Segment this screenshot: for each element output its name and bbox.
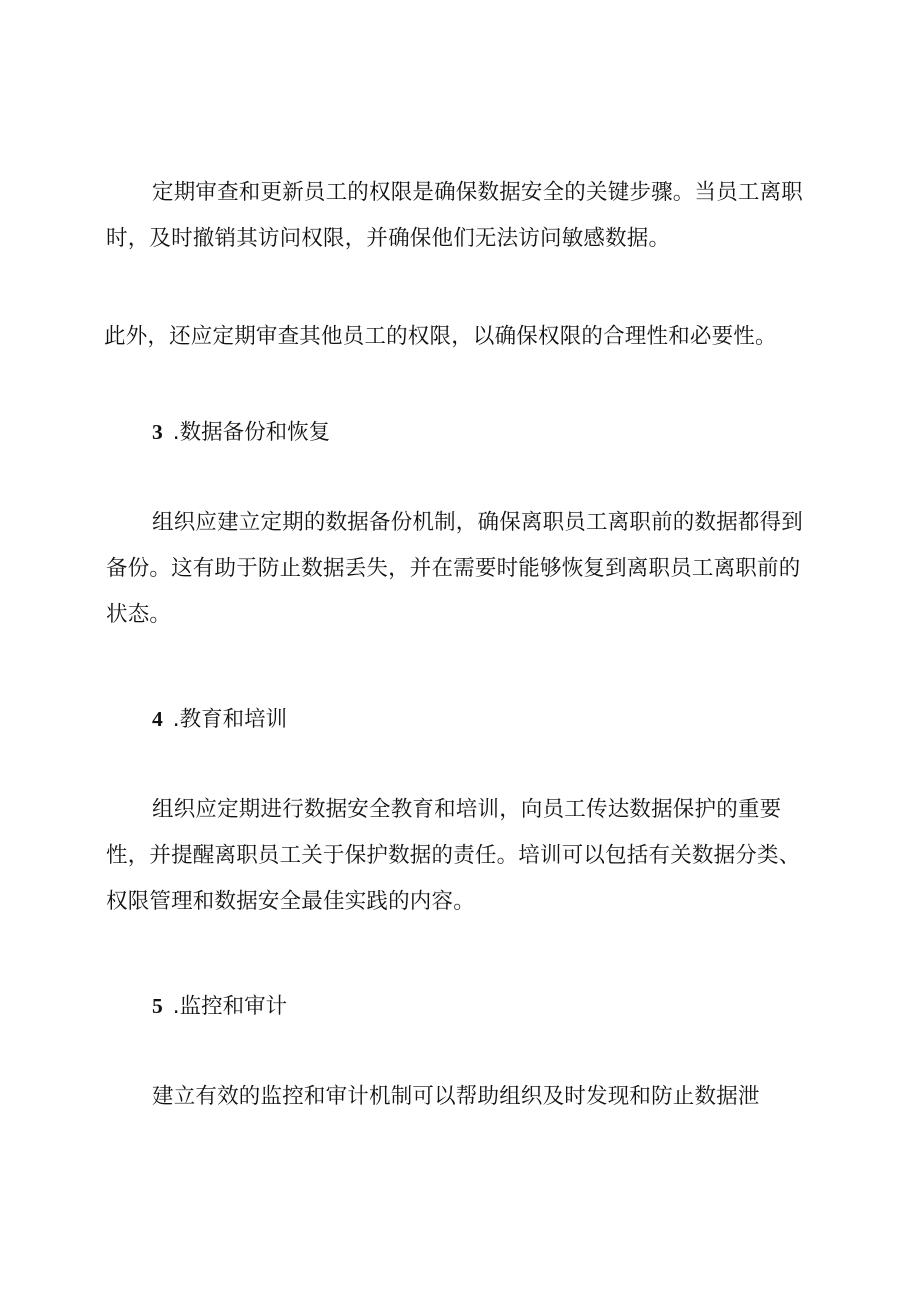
section-title: .监控和审计 (172, 994, 288, 1019)
section-number: 3 (152, 420, 163, 444)
paragraph-monitoring-audit: 建立有效的监控和审计机制可以帮助组织及时发现和防止数据泄 (152, 1084, 760, 1109)
section-number: 4 (152, 707, 163, 731)
section-heading-education-training (152, 704, 287, 735)
paragraph-education-training: 组织应定期进行数据安全教育和培训，向员工传达数据保护的重要性，并提醒离职员工关于保护数据的责任。培训可以包括有关数据分类、权限管理和数据安全最佳实践的内容。 (106, 797, 801, 914)
section-title: .教育和培训 (172, 707, 288, 732)
paragraph-permission-review: 定期审查和更新员工的权限是确保数据安全的关键步骤。当员工离职时，及时撤销其访问权限，并确保他们无法访问敏感数据。 (106, 180, 804, 251)
section-heading-data-backup (152, 417, 330, 448)
section-number: 5 (152, 994, 163, 1018)
paragraph-data-backup: 组织应建立定期的数据备份机制，确保离职员工离职前的数据都得到备份。这有助于防止数据丢失，并在需要时能够恢复到离职员工离职前的状态。 (106, 510, 804, 627)
section-heading-monitoring-audit (152, 991, 287, 1022)
paragraph-other-employees-permissions: 此外，还应定期审查其他员工的权限，以确保权限的合理性和必要性。 (104, 324, 777, 349)
section-title: .数据备份和恢复 (172, 420, 331, 445)
